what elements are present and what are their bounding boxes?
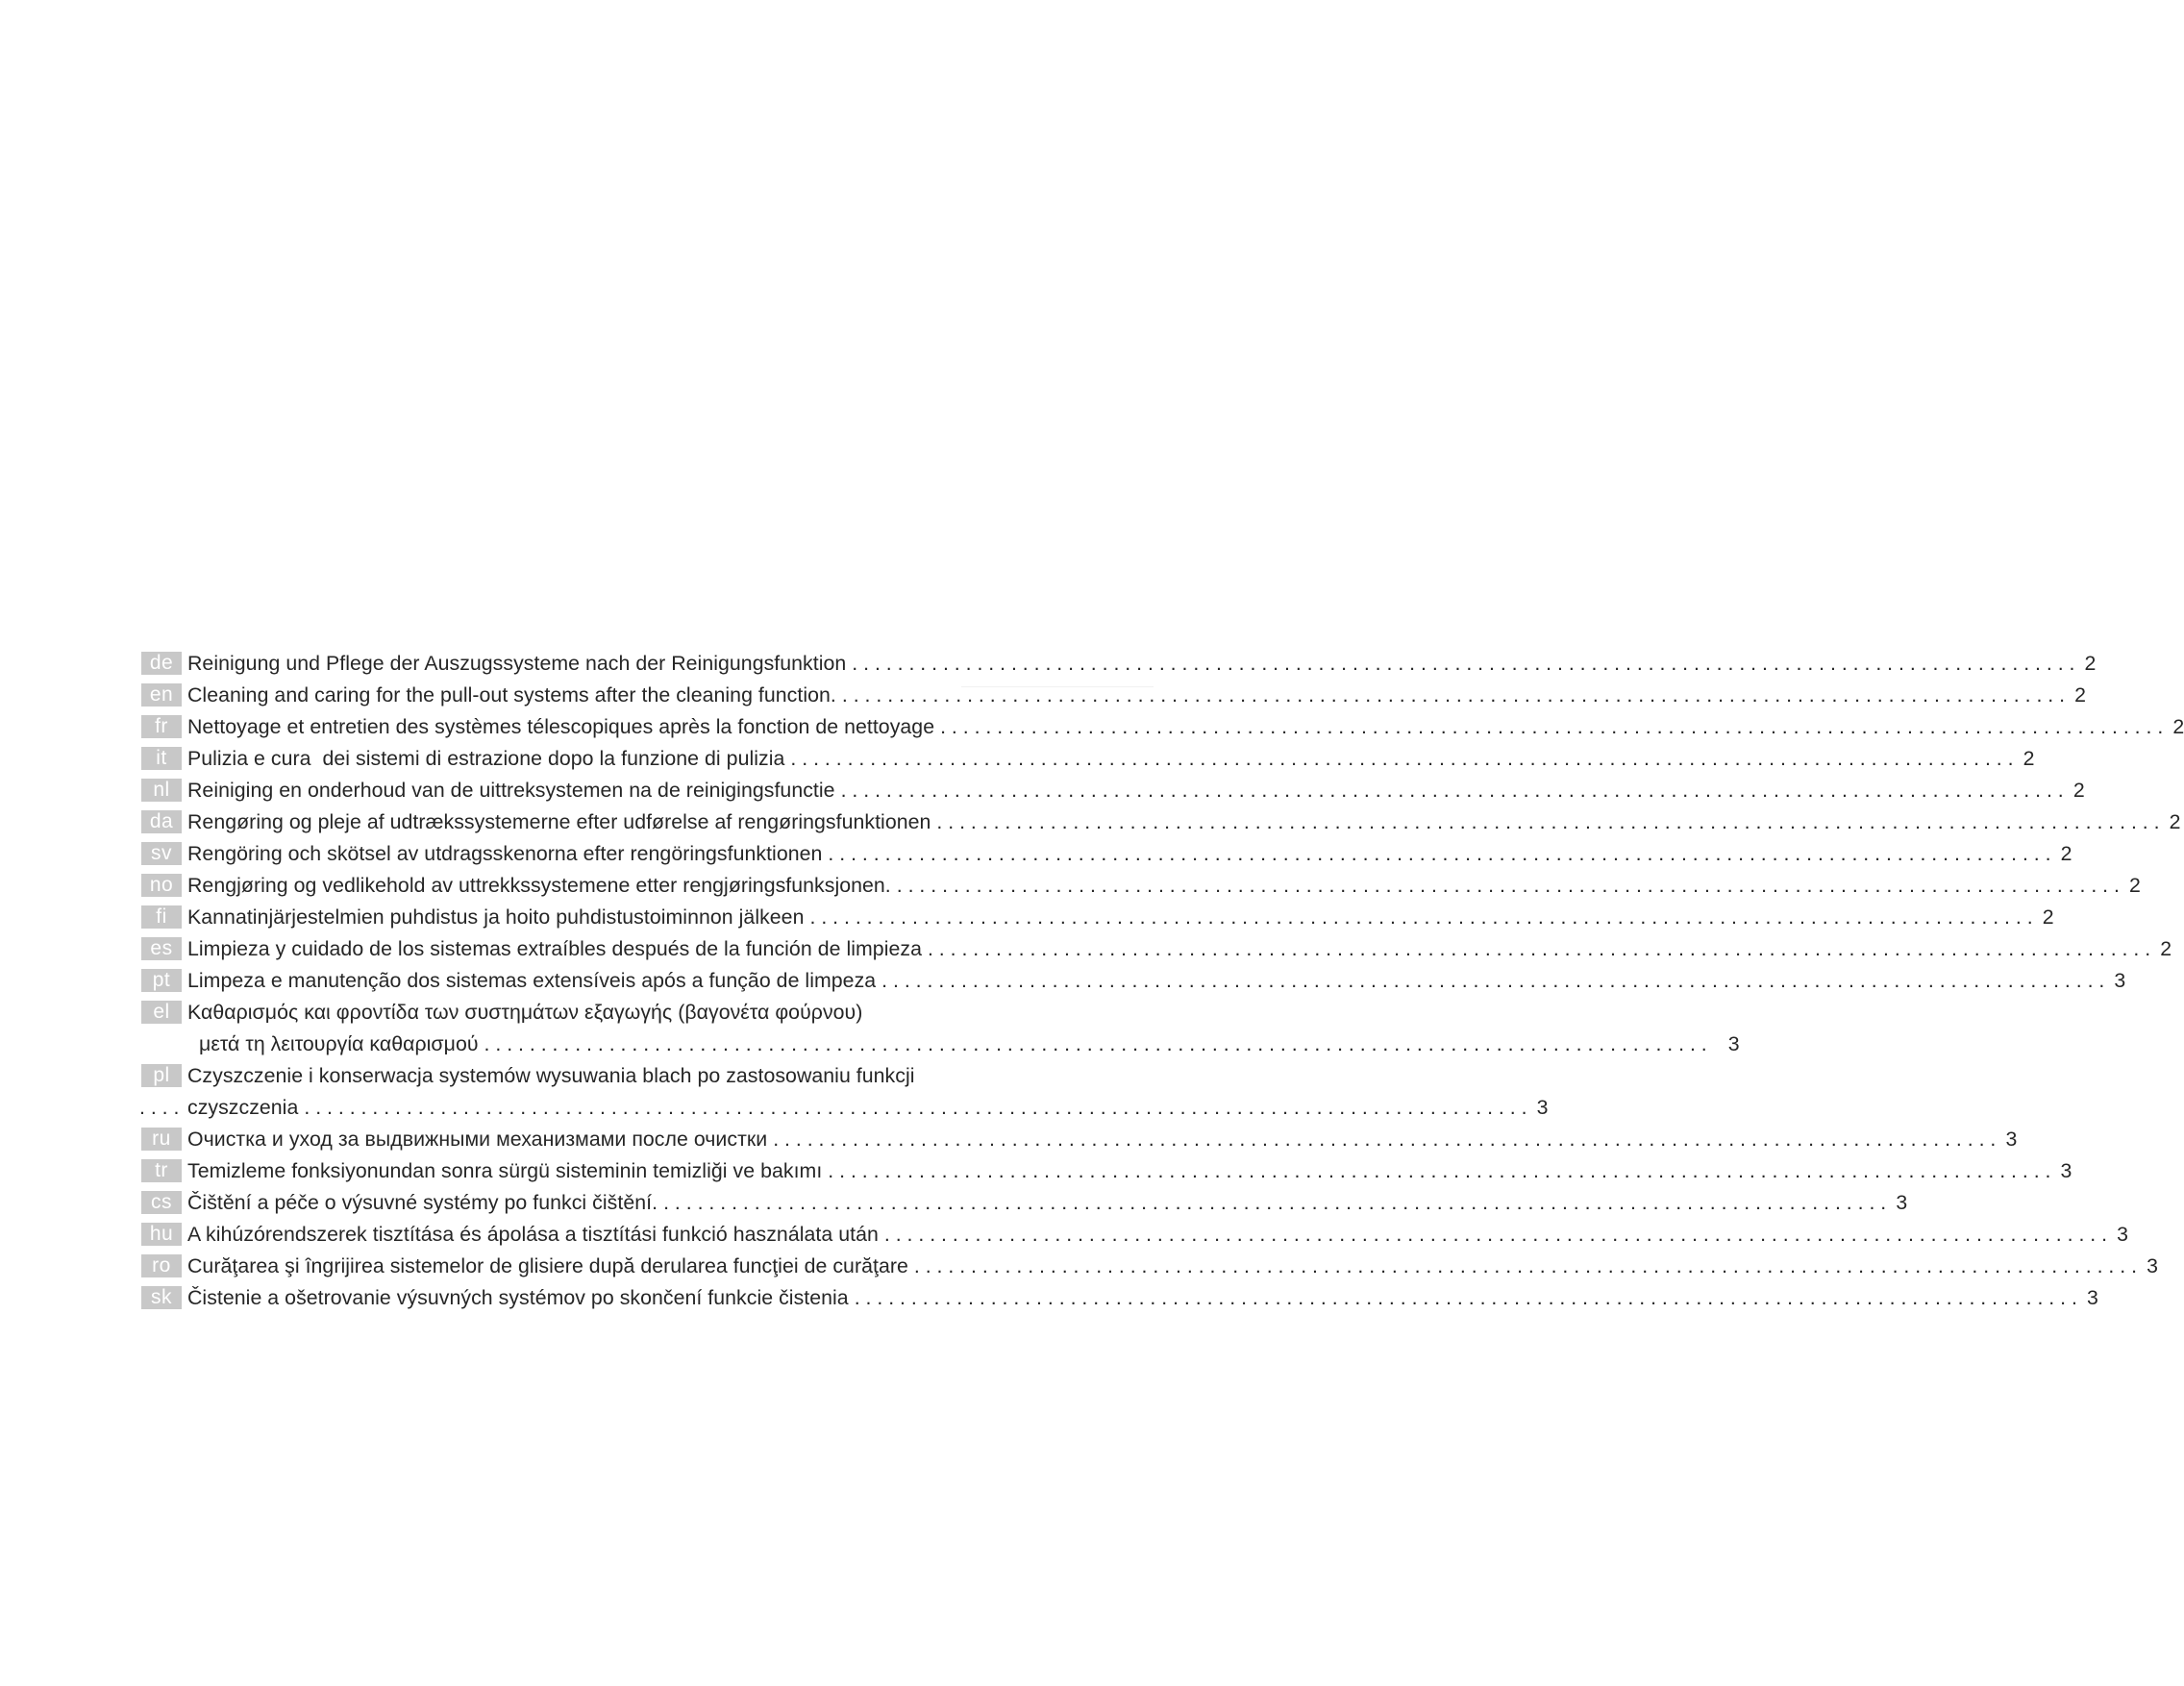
page-number: 2 [2023, 747, 2035, 770]
dot-leader [855, 1286, 2077, 1309]
toc-entry-it[interactable] [141, 747, 2035, 770]
language-badge-fr: fr [141, 715, 182, 738]
page-number: 2 [2129, 874, 2141, 897]
toc-entry-pl[interactable] [139, 1064, 1549, 1119]
dot-leader [936, 810, 2159, 833]
toc-entry-title: Καθαρισμός και φροντίδα των συστημάτων εξαγωγής (βαγονέτα φούρνου) [187, 1001, 863, 1024]
page-number: 2 [2060, 842, 2072, 865]
toc-entry-ru[interactable] [141, 1128, 2018, 1151]
toc-entry-title: Rengøring og pleje af udtrækssystemerne efter udførelse af rengøringsfunktionen [187, 810, 931, 833]
dot-leader [809, 905, 2032, 929]
dot-leader [790, 747, 2013, 770]
dot-leader [897, 874, 2120, 897]
toc-entry-title: Čištění a péče o výsuvné systémy po funkci čištění. [187, 1191, 658, 1214]
dot-leader [663, 1191, 1886, 1214]
toc-entry-title: Rengöring och skötsel av utdragsskenorna efter rengöringsfunktionen [187, 842, 823, 865]
language-badge-de: de [141, 652, 182, 675]
toc-entry-en[interactable] [141, 683, 2087, 707]
page-number: 3 [1896, 1191, 1908, 1214]
language-badge-tr: tr [141, 1159, 182, 1182]
page-number: 2 [2072, 779, 2085, 802]
page-number: 2 [2169, 810, 2181, 833]
dot-leader [884, 1223, 2107, 1246]
dot-leader [928, 937, 2150, 960]
toc-entry-title: Cleaning and caring for the pull-out systems after the cleaning function. [187, 683, 836, 707]
toc-entry-sk[interactable] [141, 1286, 2098, 1309]
toc-entry-title: Temizleme fonksiyonundan sonra sürgü sisteminin temizliği ve bakımı [187, 1159, 823, 1182]
toc-entry-tr[interactable] [141, 1159, 2072, 1182]
language-badge-el: el [141, 1001, 182, 1024]
dot-leader [842, 683, 2065, 707]
language-badge-no: no [141, 874, 182, 897]
dot-leader [841, 779, 2064, 802]
language-badge-da: da [141, 810, 182, 833]
language-badge-ro: ro [141, 1254, 182, 1277]
toc-entry-title: Nettoyage et entretien des systèmes télescopiques après la fonction de nettoyage [187, 715, 935, 738]
language-badge-cs: cs [141, 1191, 182, 1214]
toc-entry-ro[interactable] [141, 1254, 2159, 1277]
language-badge-nl: nl [141, 779, 182, 802]
toc-entry-nl[interactable] [141, 779, 2085, 802]
page-number: 3 [2147, 1254, 2159, 1277]
language-badge-sk: sk [141, 1286, 182, 1309]
dot-leader [828, 1159, 2050, 1182]
toc-entry-title: Czyszczenie i konserwacja systemów wysuwania blach po zastosowaniu funkcji [187, 1064, 915, 1087]
toc-entry-cs[interactable] [141, 1191, 1908, 1214]
language-badge-es: es [141, 937, 182, 960]
toc-entry-pt[interactable] [141, 969, 2126, 992]
dot-leader [484, 1032, 1719, 1055]
page-number: 2 [2172, 715, 2184, 738]
page-number: 3 [2114, 969, 2126, 992]
toc-entry-fr[interactable] [141, 715, 2184, 738]
dot-leader [304, 1096, 1526, 1119]
toc-entry-title-continued: czyszczenia [187, 1096, 299, 1119]
language-badge-it: it [141, 747, 182, 770]
page-number: 2 [2042, 905, 2054, 929]
language-badge-pl: pl [141, 1064, 182, 1087]
page-number: 3 [2086, 1286, 2098, 1309]
page-number: 3 [1536, 1096, 1549, 1119]
toc-entry-da[interactable] [141, 810, 2181, 833]
toc-entry-title: Limpieza y cuidado de los sistemas extraíbles después de la función de limpieza [187, 937, 922, 960]
page-number: 2 [2160, 937, 2172, 960]
toc-entry-title: A kihúzórendszerek tisztítása és ápolása a tisztítási funkció használata után [187, 1223, 879, 1246]
toc-entry-el[interactable] [141, 1001, 1740, 1055]
dot-leader [852, 652, 2074, 675]
language-badge-ru: ru [141, 1128, 182, 1151]
toc-entry-es[interactable] [141, 937, 2172, 960]
table-of-contents [139, 652, 2184, 1318]
toc-entry-title: Rengjøring og vedlikehold av uttrekkssystemene etter rengjøringsfunksjonen. [187, 874, 891, 897]
language-badge-sv: sv [141, 842, 182, 865]
toc-entry-de[interactable] [141, 652, 2097, 675]
toc-entry-title: Pulizia e cura dei sistemi di estrazione dopo la funzione di pulizia [187, 747, 785, 770]
toc-entry-title: Reiniging en onderhoud van de uittreksystemen na de reinigingsfunctie [187, 779, 835, 802]
toc-entry-title-continued: μετά τη λειτουργία καθαρισμού [199, 1032, 479, 1055]
language-badge-fi: fi [141, 905, 182, 929]
toc-entry-title: Čistenie a ošetrovanie výsuvných systémov po skončení funkcie čistenia [187, 1286, 849, 1309]
toc-entry-sv[interactable] [141, 842, 2072, 865]
toc-entry-title: Очистка и уход за выдвижными механизмами после очистки [187, 1128, 768, 1151]
dot-leader [828, 842, 2050, 865]
dot-leader [940, 715, 2163, 738]
language-badge-en: en [141, 683, 182, 707]
dot-leader [914, 1254, 2137, 1277]
toc-entry-title: Kannatinjärjestelmien puhdistus ja hoito puhdistustoiminnon jälkeen [187, 905, 805, 929]
language-badge-hu: hu [141, 1223, 182, 1246]
page-number: 3 [1727, 1032, 1740, 1055]
toc-entry-title: Reinigung und Pflege der Auszugssysteme nach der Reinigungsfunktion [187, 652, 847, 675]
page-number: 3 [2060, 1159, 2072, 1182]
toc-entry-hu[interactable] [141, 1223, 2129, 1246]
page-number: 2 [2074, 683, 2087, 707]
dot-leader [773, 1128, 1996, 1151]
dot-leader-outdent: . . . . [139, 1096, 180, 1119]
toc-entry-title: Curăţarea şi îngrijirea sistemelor de glisiere după derularea funcţiei de curăţare [187, 1254, 908, 1277]
language-badge-pt: pt [141, 969, 182, 992]
page-number: 3 [2005, 1128, 2018, 1151]
toc-entry-fi[interactable] [141, 905, 2054, 929]
dot-leader [881, 969, 2104, 992]
page-number: 3 [2117, 1223, 2129, 1246]
toc-entry-no[interactable] [141, 874, 2141, 897]
page-number: 2 [2084, 652, 2097, 675]
toc-entry-title: Limpeza e manutenção dos sistemas extensíveis após a função de limpeza [187, 969, 877, 992]
